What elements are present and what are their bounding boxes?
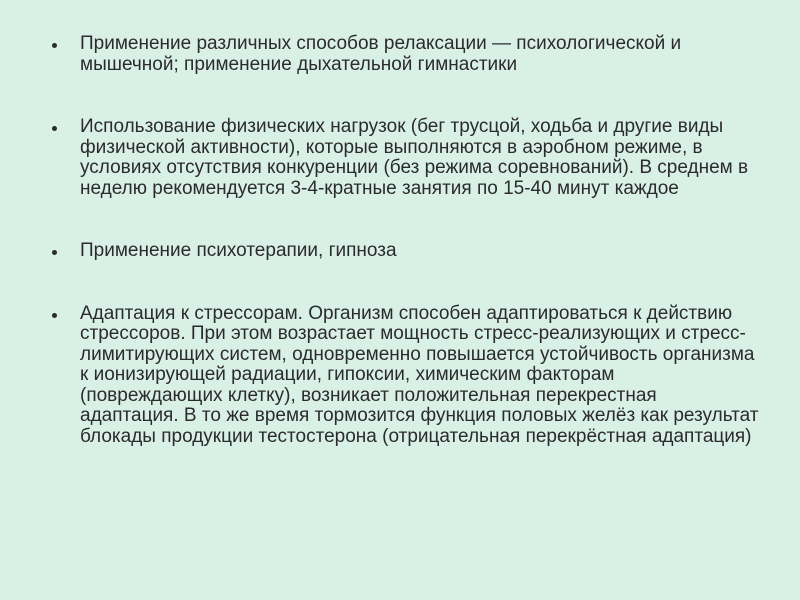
bullet-text: Применение психотерапии, гипноза xyxy=(80,240,397,261)
bullet-item-physical-activity xyxy=(52,117,760,199)
bullet-item-psychotherapy xyxy=(52,241,760,262)
bullet-text: Использование физических нагрузок (бег трусцой, ходьба и другие виды физической активности), которые выполняются в аэробном режиме, в условиях отсутствия конкуренции (без режима соревнований). В среднем в неделю рекомендуется 3-4-кратные занятия по 15-40 минут каждое xyxy=(80,116,749,199)
bullet-dot-icon xyxy=(52,250,57,255)
bullet-dot-icon xyxy=(52,313,57,318)
bullet-item-stress-adaptation xyxy=(52,304,760,448)
bullet-dot-icon xyxy=(52,126,57,131)
bullet-dot-icon xyxy=(52,43,57,48)
bullet-text: Применение различных способов релаксации — психологической и мышечной; применение дыхательной гимнастики xyxy=(80,33,682,75)
bullet-item-relaxation xyxy=(52,34,760,75)
bullet-list xyxy=(52,34,792,447)
bullet-text: Адаптация к стрессорам. Организм способен адаптироваться к действию стрессоров. При этом возрастает мощность стресс-реализующих и стресс-лимитирующих систем, одновременно повышается устойчивость организма к ионизирующей радиации, гипоксии, химическим факторам (повреждающих клетку), возникает положительная перекрестная адаптация. В то же время тормозится функция половых желёз как результат блокады продукции тестостерона (отрицательная перекрёстная адаптация) xyxy=(80,302,759,447)
